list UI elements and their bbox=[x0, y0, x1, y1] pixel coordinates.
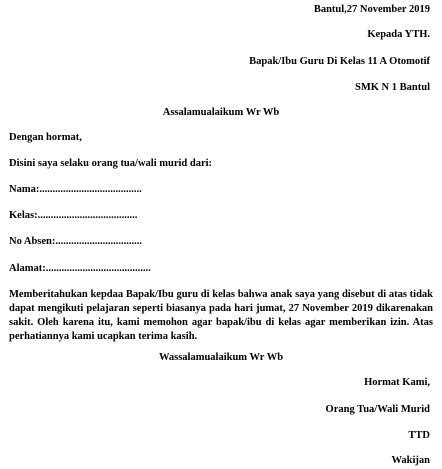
sender-name: Wakijan bbox=[391, 455, 430, 466]
to-label: Kepada YTH. bbox=[367, 29, 430, 40]
recipient: Bapak/Ibu Guru Di Kelas 11 A Otomotif bbox=[249, 56, 430, 67]
closing-greeting: Wassalamualaikum Wr Wb bbox=[158, 352, 284, 363]
field-name: Nama:....................................... bbox=[9, 184, 142, 195]
field-absen: No Absen:................................. bbox=[9, 236, 143, 247]
signature-label: TTD bbox=[408, 430, 430, 441]
opening-greeting: Assalamualaikum Wr Wb bbox=[162, 107, 280, 118]
closing: Hormat Kami, bbox=[364, 377, 430, 388]
intro-text: Disini saya selaku orang tua/wali murid dari: bbox=[9, 158, 213, 169]
place-date: Bantul,27 November 2019 bbox=[313, 4, 430, 15]
sender-role: Orang Tua/Wali Murid bbox=[325, 404, 430, 415]
field-address: Alamat:........................................ bbox=[9, 263, 151, 274]
field-class: Kelas:...................................... bbox=[9, 210, 138, 221]
school-name: SMK N 1 Bantul bbox=[355, 82, 430, 93]
salutation: Dengan hormat, bbox=[9, 132, 82, 143]
letter-body: Memberitahukan kepdaa Bapak/Ibu guru di kelas bahwa anak saya yang disebut di atas tidak dapat mengikuti pelajaran seperti biasanya pada hari jumat, 27 November 2019 dikarenakan sakit. Oleh karena itu, kami memohon agar bapak/ibu di kelas agar memberikan izin. Atas perhatiannya kami ucapkan terima kasih. bbox=[9, 289, 433, 342]
